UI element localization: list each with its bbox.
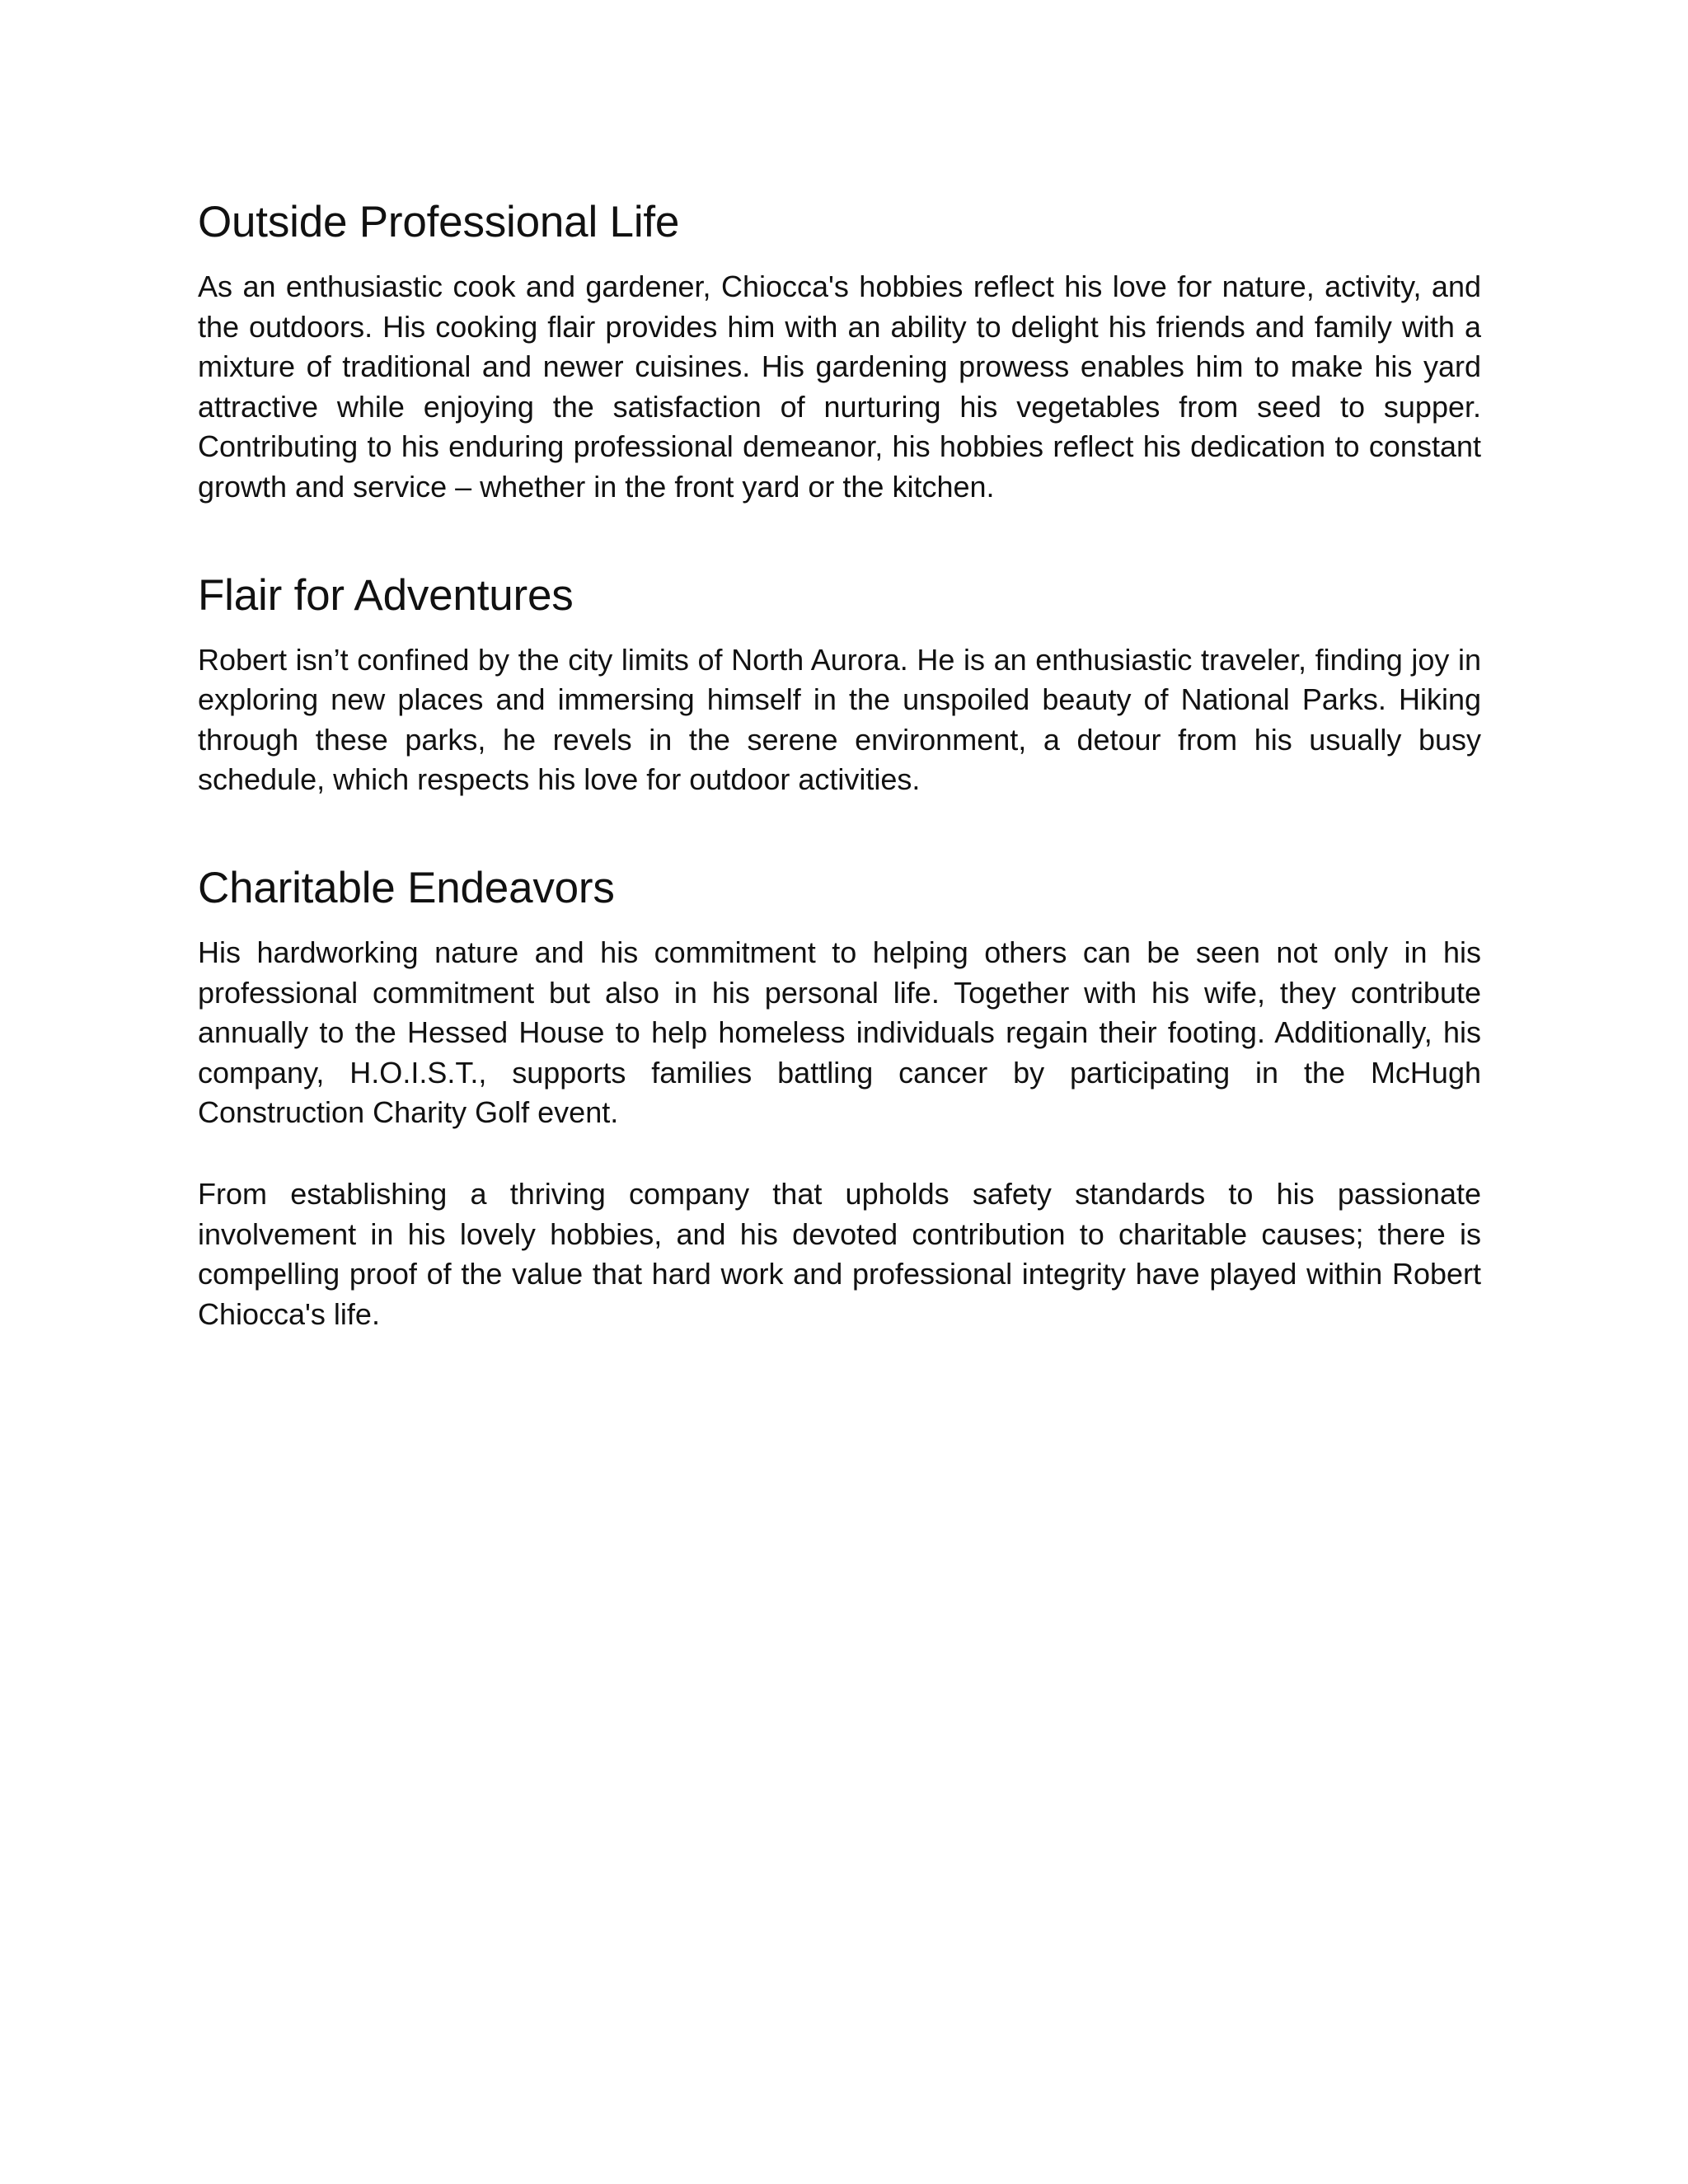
section-paragraph: As an enthusiastic cook and gardener, Chiocca's hobbies reflect his love for nature, activity, and the outdoors. His cooking flair provides him with an ability to delight his friends and family with a mixture of traditional and newer cuisines. His gardening prowess enables him to make his yard attractive while enjoying the satisfaction of nurturing his vegetables from seed to supper. Contributing to his enduring professional demeanor, his hobbies reflect his dedication to constant growth and service – whether in the front yard or the kitchen. — [198, 269, 1481, 504]
section-heading: Outside Professional Life — [198, 198, 680, 246]
section-outside-professional-life — [198, 194, 1481, 508]
section-paragraph: His hardworking nature and his commitment to helping others can be seen not only in his professional commitment but also in his personal life. Together with his wife, they contribute annually to the Hessed House to help homeless individuals regain their footing. Additionally, his company, H.O.I.S.T., supports families battling cancer by participating in the McHugh Construction Charity Golf event. — [198, 935, 1481, 1130]
closing-paragraph: From establishing a thriving company that upholds safety standards to his passionate involvement in his lovely hobbies, and his devoted contribution to charitable causes; there is compelling proof of the value that hard work and professional integrity have played within Robert Chiocca's life. — [198, 1176, 1481, 1331]
section-heading: Charitable Endeavors — [198, 863, 615, 912]
document-page — [198, 194, 1481, 1334]
section-heading: Flair for Adventures — [198, 570, 574, 620]
section-paragraph: Robert isn’t confined by the city limits of North Aurora. He is an enthusiastic traveler, finding joy in exploring new places and immersing himself in the unspoiled beauty of National Parks. Hiking through these parks, he revels in the serene environment, a detour from his usually busy schedule, which respects his love for outdoor activities. — [198, 642, 1481, 797]
section-charitable-endeavors — [198, 860, 1481, 1133]
section-flair-for-adventures — [198, 568, 1481, 800]
